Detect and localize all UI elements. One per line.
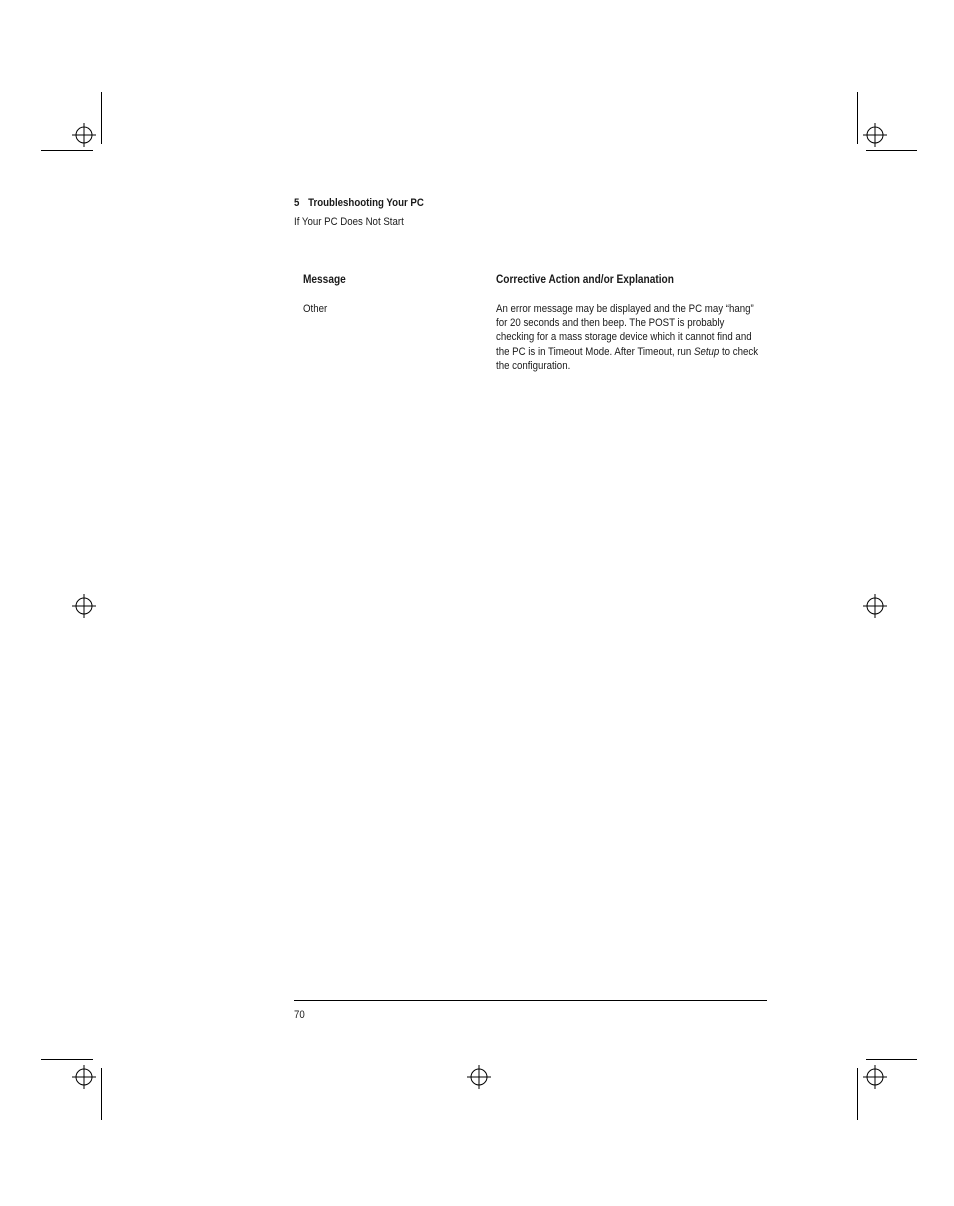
registration-mark-top-left-icon — [71, 122, 97, 148]
chapter-heading — [294, 196, 424, 210]
registration-mark-middle-left-icon — [71, 593, 97, 619]
page-number: 70 — [294, 1009, 305, 1021]
explanation-cell — [496, 302, 758, 373]
footer-rule — [294, 1000, 767, 1001]
explanation-text: An error message may be displayed and the PC may “hang” for 20 seconds and then beep. The POST is probably checking for a mass storage device which it cannot find and the PC is in Timeout Mode. After Timeout, run — [496, 303, 754, 358]
chapter-title: Troubleshooting Your PC — [308, 197, 424, 209]
running-header — [294, 196, 442, 229]
registration-mark-middle-right-icon — [862, 593, 888, 619]
registration-mark-top-right-icon — [862, 122, 888, 148]
explanation-emphasis: Setup — [694, 345, 720, 358]
registration-mark-bottom-right-icon — [862, 1064, 888, 1090]
registration-mark-bottom-center-icon — [466, 1064, 492, 1090]
column-header-message: Message — [303, 274, 346, 286]
chapter-number: 5 — [294, 197, 300, 209]
registration-mark-bottom-left-icon — [71, 1064, 97, 1090]
section-title: If Your PC Does Not Start — [294, 216, 404, 228]
column-header-explanation: Corrective Action and/or Explanation — [496, 274, 674, 286]
explanation-text-end: to check the configuration. — [496, 345, 759, 372]
message-cell: Other — [303, 303, 328, 315]
